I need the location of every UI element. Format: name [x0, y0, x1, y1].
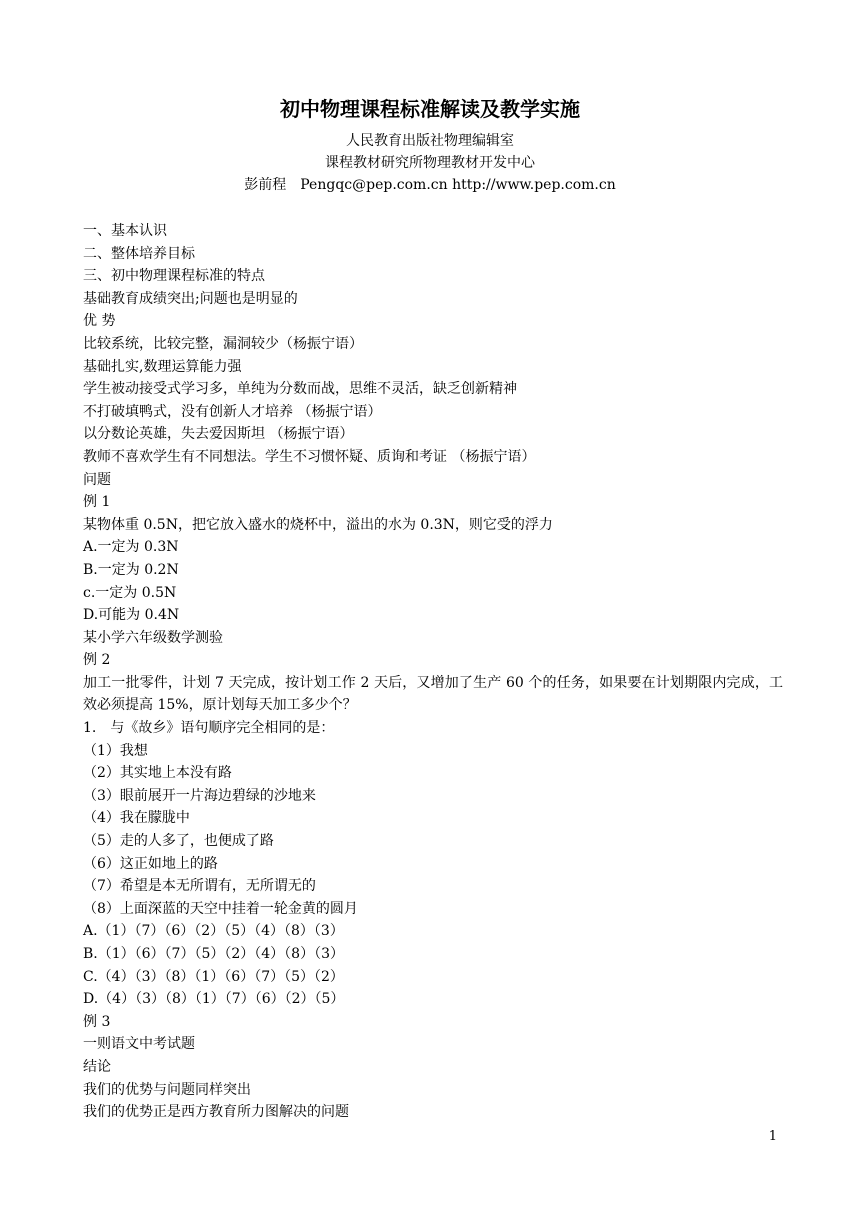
body-line: C.（4）（3）（8）（1）（6）（7）（5）（2）	[83, 968, 344, 985]
body-line: 三、初中物理课程标准的特点	[83, 268, 265, 285]
body-line: （8）上面深蓝的天空中挂着一轮金黄的圆月	[83, 900, 358, 917]
body-line: 例 2	[83, 652, 111, 669]
document-header	[0, 94, 860, 196]
page-number: 1	[768, 1129, 777, 1144]
body-line: 不打破填鸭式，没有创新人才培养 （杨振宁语）	[83, 403, 382, 420]
body-line: （4）我在朦胧中	[83, 810, 190, 827]
body-line: 一则语文中考试题	[83, 1036, 195, 1053]
body-line: 某小学六年级数学测验	[83, 629, 223, 646]
body-line: 学生被动接受式学习多，单纯为分数而战，思维不灵活，缺乏创新精神	[83, 381, 517, 398]
body-line: （5）走的人多了，也便成了路	[83, 833, 274, 850]
document-title: 初中物理课程标准解读及教学实施	[280, 97, 580, 121]
body-line: 1. 与《故乡》语句顺序完全相同的是：	[83, 720, 335, 737]
document-body	[83, 220, 783, 1124]
body-line: （6）这正如地上的路	[83, 855, 218, 872]
body-line: 某物体重 0.5N，把它放入盛水的烧杯中，溢出的水为 0.3N，则它受的浮力	[83, 516, 553, 533]
body-line: 教师不喜欢学生有不同想法。学生不习惯怀疑、质询和考证 （杨振宁语）	[83, 448, 536, 465]
author-line: 彭前程 Pengqc@pep.com.cn http://www.pep.com.cn	[244, 177, 616, 193]
body-paragraph: 加工一批零件，计划 7 天完成，按计划工作 2 天后，又增加了生产 60 个的任务，如果要在计划期限内完成，工效必须提高 15%，原计划每天加工多少个？	[83, 674, 783, 714]
body-line: 以分数论英雄，失去爱因斯坦 （杨振宁语）	[83, 426, 354, 443]
body-line: （1）我想	[83, 742, 148, 759]
body-line: A.（1）（7）（6）（2）（5）（4）（8）（3）	[83, 923, 344, 940]
body-line: c.一定为 0.5N	[83, 584, 177, 601]
body-line: D.（4）（3）（8）（1）（7）（6）（2）（5）	[83, 991, 345, 1008]
body-line: 基础扎实,数理运算能力强	[83, 358, 242, 375]
body-line: 问题	[83, 471, 111, 488]
body-line: 基础教育成绩突出;问题也是明显的	[83, 290, 298, 307]
body-line: 例 3	[83, 1013, 111, 1030]
body-line: 我们的优势与问题同样突出	[83, 1081, 251, 1098]
body-line: 结论	[83, 1058, 111, 1075]
body-line: B.一定为 0.2N	[83, 561, 179, 578]
body-line: D.可能为 0.4N	[83, 607, 180, 624]
body-line: 二、整体培养目标	[83, 245, 195, 262]
body-line: （7）希望是本无所谓有，无所谓无的	[83, 878, 316, 895]
body-line: B.（1）（6）（7）（5）（2）（4）（8）（3）	[83, 946, 344, 962]
body-line: （2）其实地上本没有路	[83, 765, 232, 782]
body-line: 比较系统，比较完整，漏洞较少（杨振宁语）	[83, 335, 363, 352]
body-line: 我们的优势正是西方教育所力图解决的问题	[83, 1104, 349, 1121]
body-line: 例 1	[83, 494, 111, 511]
body-line: 优 势	[83, 313, 116, 330]
publisher-line: 人民教育出版社物理编辑室	[346, 133, 514, 149]
center-line: 课程教材研究所物理教材开发中心	[325, 155, 535, 171]
body-line: （3）眼前展开一片海边碧绿的沙地来	[83, 787, 316, 804]
body-line: A.一定为 0.3N	[83, 539, 179, 556]
body-line: 一、基本认识	[83, 223, 167, 239]
